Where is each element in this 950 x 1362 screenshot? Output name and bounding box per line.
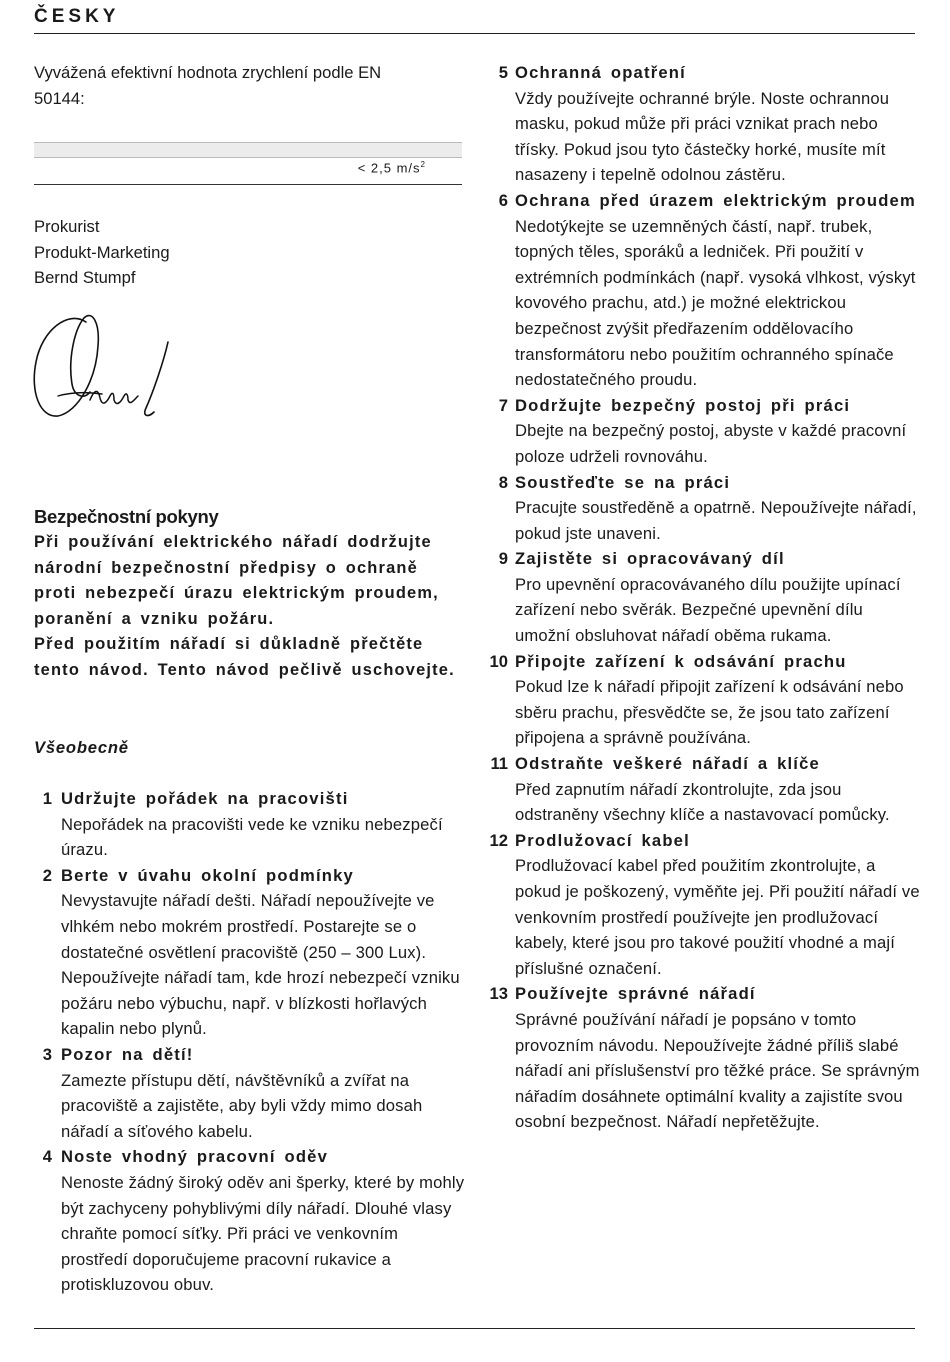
safety-item-title: Dodržujte bezpečný postoj při práci bbox=[515, 395, 851, 415]
safety-item bbox=[34, 1042, 466, 1144]
safety-item-title: Pozor na dětí! bbox=[61, 1044, 194, 1064]
signatory-name: Bernd Stumpf bbox=[34, 268, 136, 288]
vibration-table bbox=[34, 140, 462, 186]
safety-title: Bezpečnostní pokyny bbox=[34, 506, 219, 527]
safety-item-title: Noste vhodný pracovní oděv bbox=[61, 1147, 329, 1167]
safety-item-title: Berte v úvahu okolní podmínky bbox=[61, 865, 354, 885]
safety-item-number: 4 bbox=[42, 1147, 52, 1167]
safety-item-number: 1 bbox=[42, 789, 52, 808]
safety-item bbox=[480, 828, 920, 982]
safety-item-number: 12 bbox=[489, 830, 508, 850]
safety-item-body: Před zapnutím nářadí zkontrolujte, zda jsou odstraněny všechny klíče a nastavovací pomůcky. bbox=[515, 779, 890, 825]
safety-item-body: Zamezte přístupu dětí, návštěvníků a zvířat na pracoviště a zajistěte, aby byli vždy mimo dosah nářadí a síťového kabelu. bbox=[61, 1070, 423, 1141]
safety-item-number: 13 bbox=[489, 984, 508, 1004]
safety-item-number: 9 bbox=[498, 549, 508, 569]
safety-items-right bbox=[480, 60, 920, 1135]
safety-item bbox=[480, 649, 920, 751]
safety-item-title: Udržujte pořádek na pracovišti bbox=[61, 789, 349, 808]
safety-item bbox=[480, 393, 920, 470]
page-header-title: ČESKY bbox=[34, 6, 915, 34]
safety-item bbox=[480, 751, 920, 828]
safety-item-number: 3 bbox=[42, 1044, 52, 1064]
safety-item-number: 5 bbox=[498, 63, 508, 82]
safety-item-title: Odstraňte veškeré nářadí a klíče bbox=[515, 754, 820, 774]
safety-item-number: 7 bbox=[498, 395, 508, 415]
signatory-block bbox=[34, 214, 170, 291]
signatory-role: Prokurist bbox=[34, 217, 100, 236]
vibration-value-exponent: 2 bbox=[420, 160, 426, 169]
safety-item-body: Vždy používejte ochranné brýle. Noste ochrannou masku, pokud může při práci vznikat prach nebo třísky. Pokud jsou tyto částečky horké, musíte mít nasazeny i tepelně odolnou zástěru. bbox=[515, 88, 890, 185]
safety-item bbox=[34, 863, 466, 1042]
safety-item-body: Pro upevnění opracovávaného dílu použijte upínací zařízení nebo svěrák. Bezpečné upevnění dílu umožní obsluhovat nářadí oběma rukama. bbox=[515, 574, 901, 646]
safety-item-title: Ochrana před úrazem elektrickým proudem bbox=[515, 190, 916, 210]
safety-item-title: Ochranná opatření bbox=[515, 63, 686, 82]
safety-item-title: Soustřeďte se na práci bbox=[515, 472, 731, 492]
signatory-department: Produkt-Marketing bbox=[34, 242, 170, 262]
section-heading-general: Všeobecně bbox=[34, 738, 129, 757]
safety-item-number: 2 bbox=[42, 865, 52, 885]
safety-item bbox=[34, 1144, 466, 1298]
vibration-value bbox=[358, 160, 426, 175]
handwritten-signature bbox=[28, 300, 178, 430]
safety-item-body: Správné používání nářadí je popsáno v tomto provozním návodu. Nepoužívejte žádné příliš slabé nářadí ani příslušenství pro těžké práce. Se správným nářadím dosáhnete optimální kvality a zajistíte svou osobní bezpečnost. Nářadí nepřetěžujte. bbox=[515, 1009, 920, 1132]
vibration-table-rule bbox=[34, 184, 462, 185]
safety-item-number: 10 bbox=[489, 651, 508, 671]
safety-item-body: Nepořádek na pracovišti vede ke vzniku nebezpečí úrazu. bbox=[61, 814, 443, 860]
safety-item-title: Prodlužovací kabel bbox=[515, 830, 690, 850]
safety-lead bbox=[34, 530, 464, 684]
safety-item-body: Prodlužovací kabel před použitím zkontrolujte, a pokud je poškozený, vyměňte jej. Při použití nářadí ve venkovním prostředí používejte jen prodlužovací kabely, které jsou pro takové použití vhodné a mají příslušné označení. bbox=[515, 856, 920, 978]
safety-items-left bbox=[34, 786, 466, 1298]
safety-item-body: Nevystavujte nářadí dešti. Nářadí nepoužívejte ve vlhkém nebo mokrém prostředí. Postarejte se o dostatečné osvětlení pracoviště (250 – 300 Lux). Nepoužívejte nářadí tam, kde hrozí nebezpečí vzniku požáru nebo výbuchu, např. v blízkosti hořlavých kapalin nebo plynů. bbox=[61, 891, 460, 1039]
safety-item-title: Používejte správné nářadí bbox=[515, 984, 756, 1004]
safety-item-body: Nedotýkejte se uzemněných částí, např. trubek, topných těles, sporáků a ledniček. Při použití v extrémních podmínkách (např. vysoká vlhkost, výskyt kovového prachu, atd.) je možné elektrickou bezpečnost zvýšit předřazením oddělovacího transformátoru nebo použitím ochranného spínače nedostatečného proudu. bbox=[515, 216, 916, 390]
safety-item-body: Pokud lze k nářadí připojit zařízení k odsávání nebo sběru prachu, přesvědčte se, že jsou tato zařízení připojena a správně používána. bbox=[515, 677, 904, 748]
safety-item bbox=[480, 546, 920, 648]
safety-item-body: Pracujte soustředěně a opatrně. Nepoužívejte nářadí, pokud jste unaveni. bbox=[515, 498, 917, 543]
left-column bbox=[34, 60, 464, 111]
vibration-table-header-band bbox=[34, 142, 462, 158]
safety-item bbox=[480, 60, 920, 188]
safety-item-number: 11 bbox=[490, 754, 508, 774]
safety-item bbox=[34, 786, 466, 863]
safety-item-body: Nenoste žádný široký oděv ani šperky, které by mohly být zachyceny pohyblivými díly nářadí. Dlouhé vlasy chraňte pomocí síťky. Při práci ve venkovním prostředí doporučujeme pracovní rukavice a protiskluzovou obuv. bbox=[61, 1172, 465, 1295]
safety-item bbox=[480, 981, 920, 1135]
safety-item-number: 8 bbox=[498, 472, 508, 492]
vibration-intro-text: Vyvážená efektivní hodnota zrychlení podle EN 50144: bbox=[34, 63, 382, 108]
vibration-value-text: < 2,5 m/s bbox=[357, 160, 421, 176]
safety-item-body: Dbejte na bezpečný postoj, abyste v každé pracovní poloze udrželi rovnováhu. bbox=[515, 421, 907, 466]
safety-item-title: Připojte zařízení k odsávání prachu bbox=[515, 651, 847, 671]
safety-item bbox=[480, 188, 920, 393]
safety-item-title: Zajistěte si opracovávaný díl bbox=[515, 549, 785, 569]
safety-item bbox=[480, 470, 920, 547]
safety-item-number: 6 bbox=[498, 190, 508, 210]
safety-lead-warning: Při používání elektrického nářadí dodržujte národní bezpečnostní předpisy o ochraně proti nebezpečí úrazu elektrickým proudem, poranění a vzniku požáru. bbox=[34, 533, 439, 628]
safety-lead-read-manual: Před použitím nářadí si důkladně přečtěte tento návod. Tento návod pečlivě uschovejte. bbox=[34, 635, 455, 679]
footer-rule bbox=[34, 1328, 915, 1329]
